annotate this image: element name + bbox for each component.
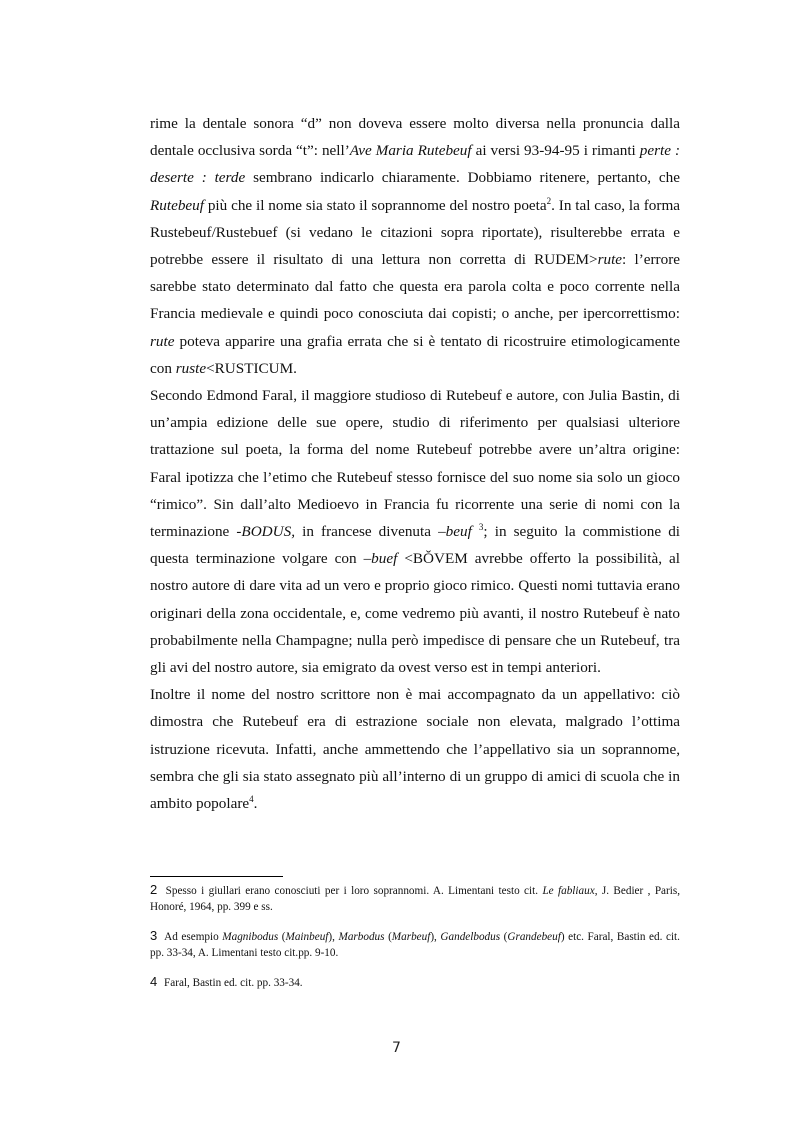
footnote-text <box>150 931 680 959</box>
text-run: ; in seguito la commistione di questa terminazione volgare con <box>150 523 681 568</box>
footnote-4 <box>150 974 680 991</box>
footnote-number: 3 <box>150 928 158 943</box>
body-text <box>150 110 680 817</box>
italic-run: Magnibodus <box>222 931 279 943</box>
page-number: 7 <box>392 1040 401 1056</box>
footnotes <box>150 882 680 1004</box>
text-run: Inoltre il nome del nostro scrittore non è mai accompagnato da un appellativo: ciò dimostra che Rutebeuf era di estrazione sociale non elevata, malgrado l’ottima istruzione ricevuta. Infatti, anche ammettendo che l’appellativo sia un soprannome, sembra che gli sia stato assegnato più all’interno di un gruppo di amici di scuola che in ambito popolare <box>150 686 680 813</box>
text-run: ), <box>328 931 339 943</box>
italic-run: Rutebeuf <box>150 196 204 214</box>
paragraph-2 <box>150 382 680 681</box>
text-run <box>472 523 479 540</box>
text-run: Spesso i giullari erano conosciuti per i loro soprannomi. A. Limentani testo cit. <box>161 885 543 897</box>
italic-run: rute <box>597 251 623 269</box>
italic-run: Mainbeuf <box>285 931 329 943</box>
footnote-text <box>161 977 302 989</box>
text-run: <BŎVEM avrebbe offerto la possibilità, al nostro autore di dare vita ad un vero e proprio gioco rimico. Questi nomi tuttavia erano originari della zona occidentale, e, come vedremo più avanti, il nostro Rutebeuf è nato probabilmente nella Champagne; nulla però impedisce di pensare che un Rutebeuf, tra gli avi del nostro autore, sia emigrato da ovest verso est in tempi anteriori. <box>150 550 681 677</box>
text-run: ) etc. Faral, Bastin ed. cit. pp. 33-34, A. Limentani testo cit.pp. 9-10. <box>150 931 680 959</box>
footnote-ref: 3 <box>478 521 484 532</box>
footnote-2 <box>150 882 680 915</box>
italic-run: Marbeuf <box>391 931 431 943</box>
footnote-3 <box>150 928 680 961</box>
italic-run: perte : deserte : terde <box>150 142 681 187</box>
text-run: , J. Bedier , Paris, Honoré, 1964, pp. 399 e ss. <box>150 885 680 913</box>
footnote-ref: 4 <box>249 794 254 805</box>
italic-run: ruste <box>175 359 207 377</box>
text-run: in francese divenuta <box>295 523 439 541</box>
italic-run: Marbodus <box>338 931 385 943</box>
text-run: più che il nome sia stato il soprannome del nostro poeta <box>203 196 547 214</box>
italic-run: Ave Maria Rutebeuf <box>349 142 472 160</box>
text-run: <RUSTICUM. <box>206 359 297 377</box>
text-run: Faral, Bastin ed. cit. pp. 33-34. <box>161 977 303 989</box>
footnote-number: 2 <box>150 882 158 897</box>
footnote-text <box>150 885 680 913</box>
text-run: ( <box>278 931 286 943</box>
text-run: poteva apparire una grafia errata che si è tentato di ricostruire etimologicamente con <box>150 332 680 377</box>
footnote-ref: 2 <box>546 195 552 206</box>
text-run: Ad esempio <box>161 931 223 943</box>
text-run: Secondo Edmond Faral, il maggiore studioso di Rutebeuf e autore, con Julia Bastin, di un’ampia edizione delle sue opere, studio di riferimento per qualsiasi ulteriore trattazione sul poeta, la forma del nome Rutebeuf potrebbe avere un’altra origine: Faral ipotizza che l’etimo che Rutebeuf stesso fornisce del suo nome sia solo un gioco “rimico”. Sin dall’alto Medioevo in Francia fu ricorrente una serie di nomi con la terminazione <box>150 387 680 541</box>
text-run: sembrano indicarlo chiaramente. Dobbiamo ritenere, pertanto, che <box>245 169 680 187</box>
text-run: : l’errore sarebbe stato determinato dal fatto che questa era parola colta e poco corrente nella Francia medievale e quindi poco conosciuta dai copisti; o anche, per ipercorrettismo: <box>150 251 680 323</box>
italic-run: -BODUS, <box>236 523 296 541</box>
text-run: ai versi 93-94-95 i rimanti <box>471 142 640 160</box>
paragraph-1 <box>150 110 680 382</box>
italic-run: Le fabliaux <box>542 885 595 897</box>
italic-run: –buef <box>363 550 398 568</box>
footnote-separator <box>150 876 283 877</box>
italic-run: rute <box>150 332 175 350</box>
text-run: ( <box>384 931 392 943</box>
italic-run: –beuf <box>438 523 472 541</box>
text-run: ( <box>500 931 508 943</box>
text-run: . In tal caso, la forma Rustebeuf/Rustebuef (si vedano le citazioni sopra riportate), risulterebbe errata e potrebbe essere il risultato di una lettura non corretta di RUDEM> <box>150 196 680 269</box>
text-run: rime la dentale sonora “d” non doveva essere molto diversa nella pronuncia dalla dentale occlusiva sorda “t”: nell’ <box>150 115 680 160</box>
text-run: . <box>253 795 258 813</box>
text-run: ), <box>430 931 441 943</box>
footnote-number: 4 <box>150 974 158 989</box>
paragraph-3 <box>150 681 680 817</box>
italic-run: Gandelbodus <box>440 931 501 943</box>
italic-run: Grandebeuf <box>507 931 561 943</box>
